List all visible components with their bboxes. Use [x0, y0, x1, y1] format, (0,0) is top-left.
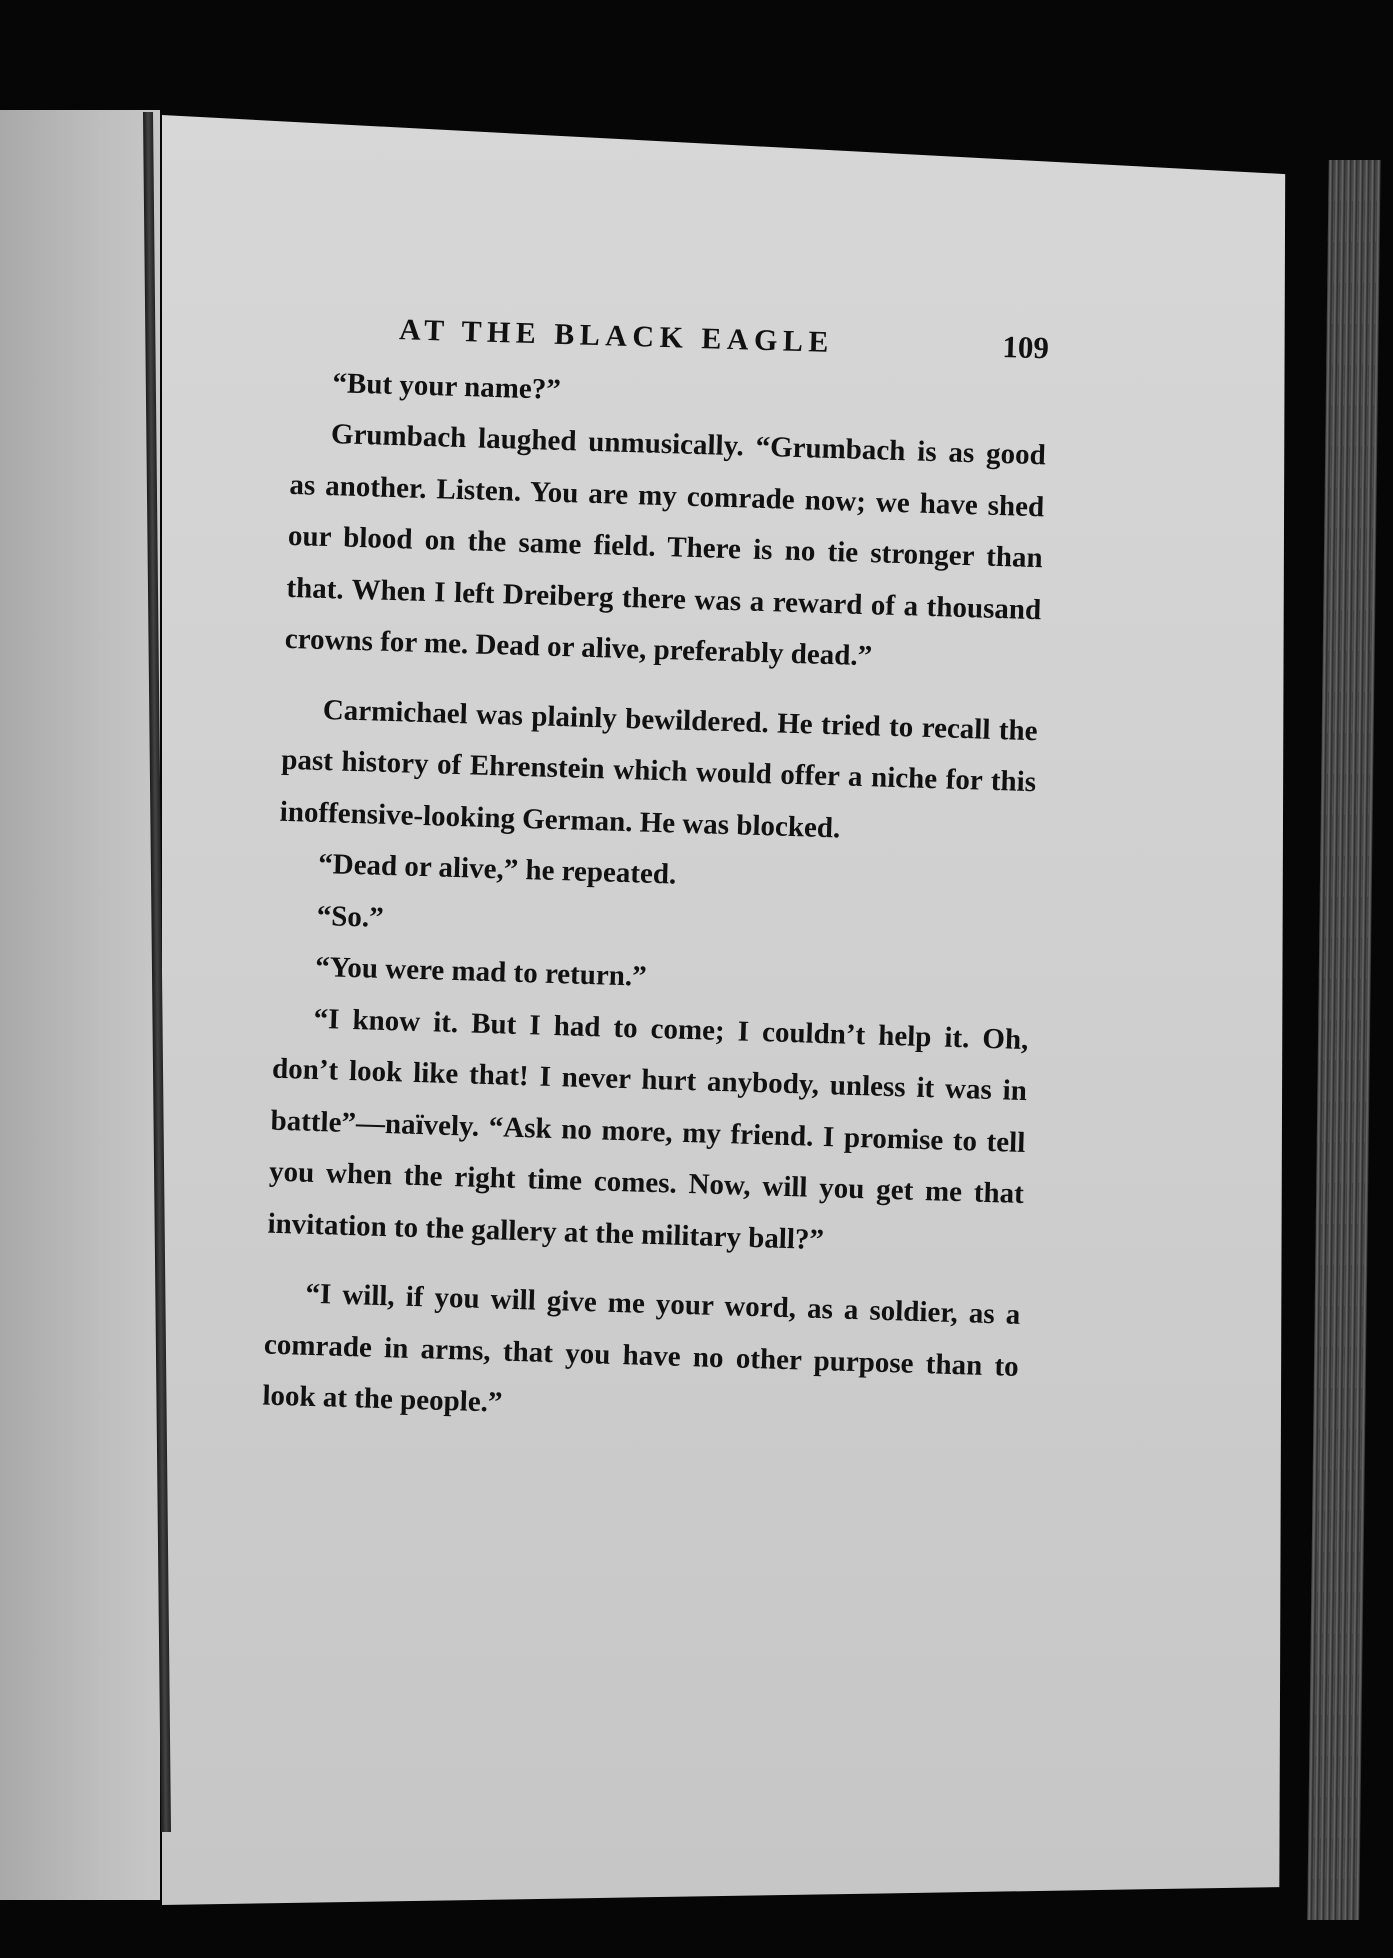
page-text-block — [262, 300, 1050, 1444]
paragraph: “But your name?” — [332, 366, 562, 406]
left-page — [0, 110, 160, 1900]
page-fore-edge — [1307, 160, 1381, 1920]
paragraph: “So.” — [316, 899, 385, 934]
paragraph: “I know it. But I had to come; I couldn’t help it. Oh, don’t look like that! I never hurt anybody, unless it was in battle”—naïvely. “Ask no more, my friend. I promise to tell you when the right time comes. Now, will you get me that invitation to the gallery at the military ball?” — [267, 1002, 1029, 1256]
running-head-title: AT THE BLACK EAGLE — [398, 313, 835, 359]
paragraph: Grumbach laughed unmusically. “Grumbach is as good as another. Listen. You are my comrade now; we have shed our blood on the same field. There is no tie stronger than that. When I left Dreiberg there was a reward of a thousand crowns for me. Dead or alive, preferably dead.” — [284, 418, 1047, 673]
paragraph: “Dead or alive,” he repeated. — [317, 847, 677, 891]
paragraph: Carmichael was plainly bewildered. He tried to recall the past history of Ehrenstein which would offer a niche for this inoffensive-looking German. He was blocked. — [279, 693, 1039, 844]
paragraph: “You were mad to return.” — [314, 950, 648, 993]
paragraph: “I will, if you will give me your word, as a soldier, as a comrade in arms, that you have no other purpose than to look at the people.” — [262, 1277, 1021, 1419]
page-number: 109 — [1001, 329, 1050, 366]
